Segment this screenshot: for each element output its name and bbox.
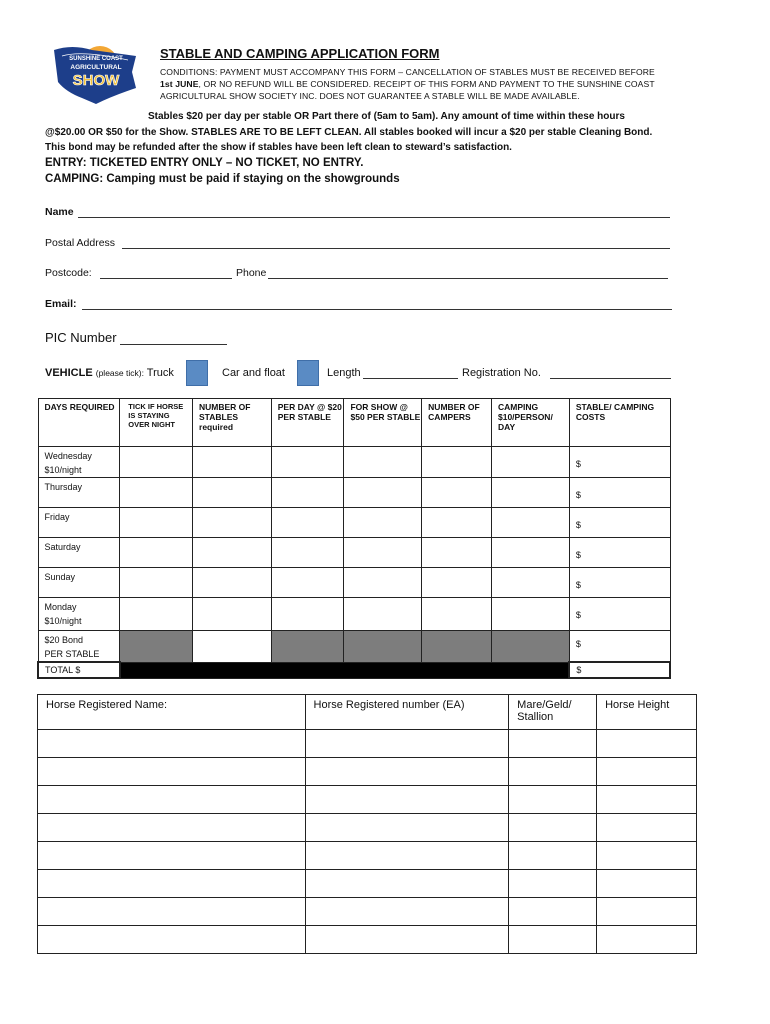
car-float-label: Car and float [222,367,285,379]
cost-cell[interactable]: $ [569,538,670,568]
horse-header-row [38,695,697,730]
horse-details-table [37,694,697,954]
campers-cell[interactable] [422,478,492,508]
header-number-campers: NUMBER OF CAMPERS [422,399,492,447]
length-input-line[interactable] [363,378,458,379]
sunshine-coast-show-logo [52,42,138,108]
day-cell [38,538,120,568]
shaded-cell [422,631,492,663]
conditions-line-2-rest: , OR NO REFUND WILL BE CONSIDERED. RECEIPT OF THIS FORM AND PAYMENT TO THE SUNSHINE COAST [198,79,655,89]
day-name: Sunday [44,572,76,582]
day-rate: $10/night [44,616,82,626]
blacked-out-cells [120,662,570,678]
pic-number-input-line[interactable] [120,344,227,345]
tick-cell[interactable] [120,478,193,508]
rates-line-2: @$20.00 OR $50 for the Show. STABLES ARE TO BE LEFT CLEAN. All stables booked will incur a $20 per stable Cleaning Bond. [45,127,653,138]
for-show-cell[interactable] [344,478,422,508]
campers-cell[interactable] [422,508,492,538]
day-name: Thursday [44,482,83,492]
table-row [38,538,670,568]
day-cell [38,598,120,631]
camping-cell[interactable] [492,508,570,538]
horse-name-cell[interactable] [38,814,306,842]
stables-cell[interactable] [193,447,272,478]
horse-height-cell[interactable] [597,730,697,758]
please-tick-label: (please tick): [95,368,144,378]
horse-number-cell[interactable] [305,870,509,898]
conditions-line-3: AGRICULTURAL SHOW SOCIETY INC. DOES NOT GUARANTEE A STABLE WILL BE MADE AVAILABLE. [160,91,580,101]
conditions-deadline: 1st JUNE [160,79,199,89]
cost-cell[interactable]: $ [569,568,670,598]
per-day-cell[interactable] [271,568,344,598]
cost-cell[interactable]: $ [569,598,670,631]
horse-number-cell[interactable] [305,926,509,954]
horse-row [38,758,697,786]
horse-number-cell[interactable] [305,758,509,786]
vehicle-label-group [45,367,174,379]
horse-number-cell[interactable] [305,786,509,814]
postal-address-label: Postal Address [45,237,116,249]
horse-row [38,730,697,758]
stables-cell[interactable] [193,508,272,538]
horse-height-cell[interactable] [597,842,697,870]
horse-sex-cell[interactable] [509,758,597,786]
shaded-cell [120,631,193,663]
camping-text: : Camping must be paid if staying on the showgrounds [99,173,400,185]
header-per-day: PER DAY @ $20 PER STABLE [271,399,344,447]
for-show-cell[interactable] [344,508,422,538]
table-row [38,631,670,663]
tick-cell[interactable] [120,598,193,631]
campers-cell[interactable] [422,538,492,568]
phone-input-line[interactable] [268,278,668,279]
day-name: Wednesday [44,451,92,461]
horse-name-cell[interactable] [38,786,306,814]
for-show-cell[interactable] [344,538,422,568]
for-show-cell[interactable] [344,447,422,478]
stables-cell[interactable] [193,538,272,568]
camping-cell[interactable] [492,598,570,631]
horse-number-cell[interactable] [305,842,509,870]
table-row [38,568,670,598]
cost-cell[interactable]: $ [569,508,670,538]
horse-height-cell[interactable] [597,870,697,898]
per-day-cell[interactable] [271,508,344,538]
day-rate: $10/night [44,465,82,475]
day-name: Saturday [44,542,81,552]
postal-address-input-line[interactable] [122,248,670,249]
day-cell [38,568,120,598]
stables-cell[interactable] [193,478,272,508]
horse-name-cell[interactable] [38,842,306,870]
postcode-input-line[interactable] [100,278,232,279]
postcode-label: Postcode: [45,267,92,279]
rates-line-3: This bond may be refunded after the show if stables have been left clean to steward’s satisfaction. [45,142,512,153]
day-name: Monday [44,602,77,612]
conditions-line-1: CONDITIONS: PAYMENT MUST ACCOMPANY THIS FORM – CANCELLATION OF STABLES MUST BE RECEIVED BEFORE [160,67,655,77]
conditions-line-2 [160,78,720,90]
horse-row [38,842,697,870]
per-day-cell[interactable] [271,478,344,508]
horse-sex-cell[interactable] [509,842,597,870]
name-label: Name [45,206,74,218]
header-horse-number: Horse Registered number (EA) [305,695,509,730]
pic-number-label: PIC Number [45,330,117,345]
header-horse-sex: Mare/Geld/ Stallion [509,695,597,730]
header-for-show: FOR SHOW @ $50 PER STABLE [344,399,422,447]
truck-label: Truck [146,367,174,379]
header-costs: STABLE/ CAMPING COSTS [569,399,670,447]
stables-cell[interactable] [193,598,272,631]
horse-name-cell[interactable] [38,730,306,758]
horse-name-cell[interactable] [38,926,306,954]
total-label: TOTAL $ [38,662,120,678]
tick-cell[interactable] [120,538,193,568]
email-label: Email: [45,298,77,310]
horse-sex-cell[interactable] [509,730,597,758]
shaded-cell [271,631,344,663]
table-row [38,447,670,478]
header-horse-height: Horse Height [597,695,697,730]
entry-notice: ENTRY: TICKETED ENTRY ONLY – NO TICKET, NO ENTRY. [45,157,364,169]
horse-height-cell[interactable] [597,814,697,842]
car-float-checkbox[interactable] [297,360,319,386]
horse-height-cell[interactable] [597,786,697,814]
horse-name-cell[interactable] [38,870,306,898]
shaded-cell [344,631,422,663]
phone-label: Phone [236,267,267,279]
horse-sex-cell[interactable] [509,814,597,842]
table-row [38,598,670,631]
camping-cell[interactable] [492,568,570,598]
per-day-cell[interactable] [271,447,344,478]
camping-cell[interactable] [492,447,570,478]
table-row [38,478,670,508]
per-day-cell[interactable] [271,598,344,631]
conditions-text [160,66,720,102]
total-row [38,662,670,678]
horse-row [38,898,697,926]
length-label: Length [327,367,361,379]
horse-height-cell[interactable] [597,758,697,786]
horse-sex-cell[interactable] [509,870,597,898]
day-name: $20 Bond [44,635,84,645]
horse-row [38,814,697,842]
camping-notice [45,173,400,185]
header-days: DAYS REQUIRED [38,399,120,447]
horse-name-cell[interactable] [38,898,306,926]
cost-cell[interactable]: $ [569,631,670,663]
campers-cell[interactable] [422,568,492,598]
cost-cell[interactable]: $ [569,447,670,478]
horse-number-cell[interactable] [305,898,509,926]
stable-booking-table [37,398,671,679]
rates-line-1: Stables $20 per day per stable OR Part there of (5am to 5am). Any amount of time within these hours [148,111,625,122]
header-camping: CAMPING $10/PERSON/ DAY [492,399,570,447]
day-rate: PER STABLE [44,649,100,659]
truck-checkbox[interactable] [186,360,208,386]
header-number-stables: NUMBER OF STABLES required [193,399,272,447]
camping-cell[interactable] [492,538,570,568]
stables-cell[interactable] [193,631,272,663]
tick-cell[interactable] [120,447,193,478]
campers-cell[interactable] [422,447,492,478]
horse-row [38,926,697,954]
cost-cell[interactable]: $ [569,478,670,508]
total-cost-cell[interactable]: $ [569,662,670,678]
header-tick-overnight: TICK IF HORSE IS STAYING OVER NIGHT [120,399,193,447]
name-input-line[interactable] [78,217,670,218]
horse-height-cell[interactable] [597,898,697,926]
horse-row [38,870,697,898]
email-input-line[interactable] [82,309,672,310]
table-row [38,508,670,538]
tick-cell[interactable] [120,508,193,538]
for-show-cell[interactable] [344,568,422,598]
day-cell [38,508,120,538]
camping-label: CAMPING [45,173,100,185]
day-cell [38,478,120,508]
for-show-cell[interactable] [344,598,422,631]
horse-sex-cell[interactable] [509,786,597,814]
camping-cell[interactable] [492,478,570,508]
header-horse-name: Horse Registered Name: [38,695,306,730]
horse-sex-cell[interactable] [509,898,597,926]
horse-sex-cell[interactable] [509,926,597,954]
campers-cell[interactable] [422,598,492,631]
logo-text-top: SUNSHINE COAST [69,56,123,62]
horse-number-cell[interactable] [305,814,509,842]
registration-input-line[interactable] [550,378,671,379]
day-cell [38,447,120,478]
horse-name-cell[interactable] [38,758,306,786]
day-cell [38,631,120,663]
logo-text-mid: AGRICULTURAL [70,64,122,71]
shaded-cell [492,631,570,663]
registration-label: Registration No. [462,367,541,379]
horse-row [38,786,697,814]
per-day-cell[interactable] [271,538,344,568]
table-header-row [38,399,670,447]
tick-cell[interactable] [120,568,193,598]
horse-height-cell[interactable] [597,926,697,954]
form-title: STABLE AND CAMPING APPLICATION FORM [160,46,440,61]
stables-cell[interactable] [193,568,272,598]
day-name: Friday [44,512,70,522]
vehicle-label: VEHICLE [45,367,93,379]
horse-number-cell[interactable] [305,730,509,758]
logo-text-main: SHOW [72,72,120,89]
